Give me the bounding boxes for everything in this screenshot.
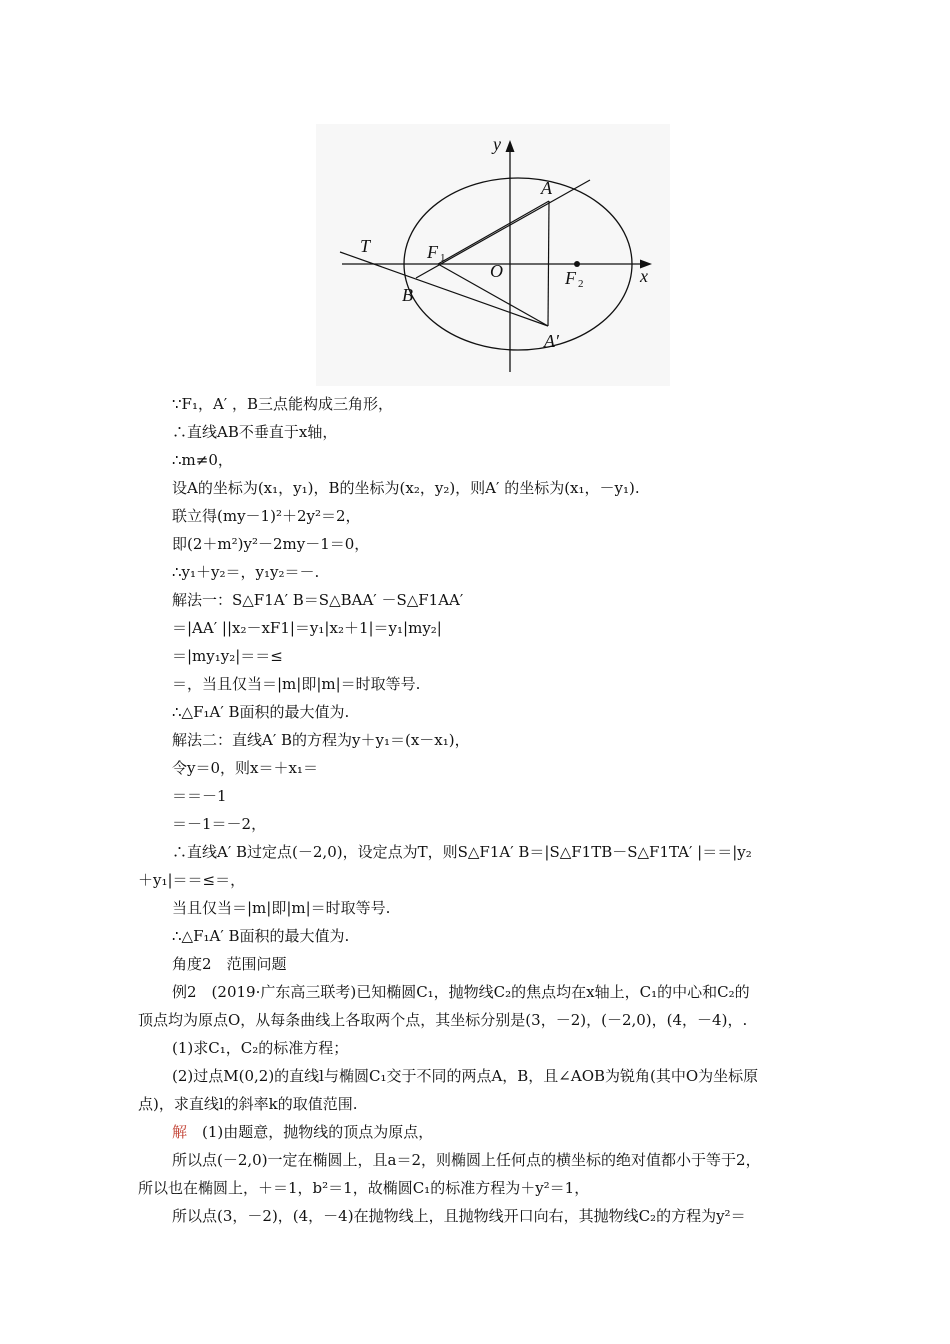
solution-text: (1)由题意，抛物线的顶点为原点， [202,1123,434,1141]
y-axis-arrow [506,140,515,152]
f2-point [574,261,580,267]
ellipse-figure [316,124,670,386]
text-line: 设A的坐标为(x₁，y₁)，B的坐标为(x₂，y₂)，则A′ 的坐标为(x₁，－y₁). [172,479,640,497]
text-line: 解法一：S△F1A′ B＝S△BAA′ －S△F1AA′ [172,591,464,609]
label-x: x [640,266,648,286]
text-line: ＝|AA′ ||x₂－xF1|＝y₁|x₂＋1|＝y₁|my₂| [172,619,442,637]
text-line: 所以也在椭圆上，＋＝1，b²＝1，故椭圆C₁的标准方程为＋y²＝1， [138,1179,590,1197]
label-y: y [493,134,501,154]
text-line: 所以点(3，－2)，(4，－4)在抛物线上，且抛物线开口向右，其抛物线C₂的方程为y²＝ [172,1207,746,1225]
text-line: ∴m≠0， [172,451,233,469]
label-f2: F [565,268,576,288]
label-f2-sub: 2 [578,278,584,290]
segment-f1-a [438,201,549,264]
label-f1-sub: 1 [440,252,446,264]
label-o: O [490,261,503,281]
text-line: ＝，当且仅当＝|m|即|m|＝时取等号. [172,675,421,693]
text-line: (2)过点M(0,2)的直线l与椭圆C₁交于不同的两点A，B，且∠AOB为锐角(其中O为坐标原 [172,1067,759,1085]
text-line: 例2 (2019·广东高三联考)已知椭圆C₁，抛物线C₂的焦点均在x轴上，C₁的中心和C₂的 [172,983,750,1001]
ellipse-diagram [316,124,670,386]
text-line: 顶点均为原点O，从每条曲线上各取两个点，其坐标分别是(3，－2)，(－2,0)，(4，－4)，. [138,1011,748,1029]
text-line: 所以点(－2,0)一定在椭圆上，且a＝2，则椭圆上任何点的横坐标的绝对值都小于等于2， [172,1151,761,1169]
text-line: ∴直线AB不垂直于x轴， [172,423,338,441]
text-line: 令y＝0，则x＝＋x₁＝ [172,759,318,777]
label-a: A [541,178,552,198]
text-line: 联立得(my－1)²＋2y²＝2， [172,507,361,525]
text-line: 点)，求直线l的斜率k的取值范围. [138,1095,358,1113]
solution-line [172,1119,433,1145]
label-t: T [360,236,371,256]
label-b: B [402,285,413,305]
label-a-prime: A′ [544,331,559,351]
label-f1: F [427,242,438,262]
segment-a-a-prime [548,201,549,326]
text-line: ∵F₁，A′ ，B三点能构成三角形， [172,395,393,413]
text-line: ＝＝－1 [172,787,227,805]
text-line: ∴y₁＋y₂＝，y₁y₂＝－. [172,563,320,581]
text-line: ＋y₁|＝＝≤＝， [138,871,246,889]
text-line: 当且仅当＝|m|即|m|＝时取等号. [172,899,391,917]
text-line: ∴△F₁A′ B面积的最大值为. [172,703,350,721]
section-heading: 角度2 范围问题 [172,955,287,973]
text-line: 即(2＋m²)y²－2my－1＝0， [172,535,370,553]
text-line: ＝|my₁y₂|＝＝≤ [172,647,283,665]
text-line: ∴△F₁A′ B面积的最大值为. [172,927,350,945]
solution-label: 解 [172,1123,188,1141]
text-line: ∴直线A′ B过定点(－2,0)，设定点为T，则S△F1A′ B＝|S△F1TB－S△F1TA′ |＝＝|y₂ [172,843,752,861]
text-line: (1)求C₁，C₂的标准方程； [172,1039,349,1057]
text-line: 解法二：直线A′ B的方程为y＋y₁＝(x－x₁)， [172,731,470,749]
text-line: ＝－1＝－2， [172,815,267,833]
